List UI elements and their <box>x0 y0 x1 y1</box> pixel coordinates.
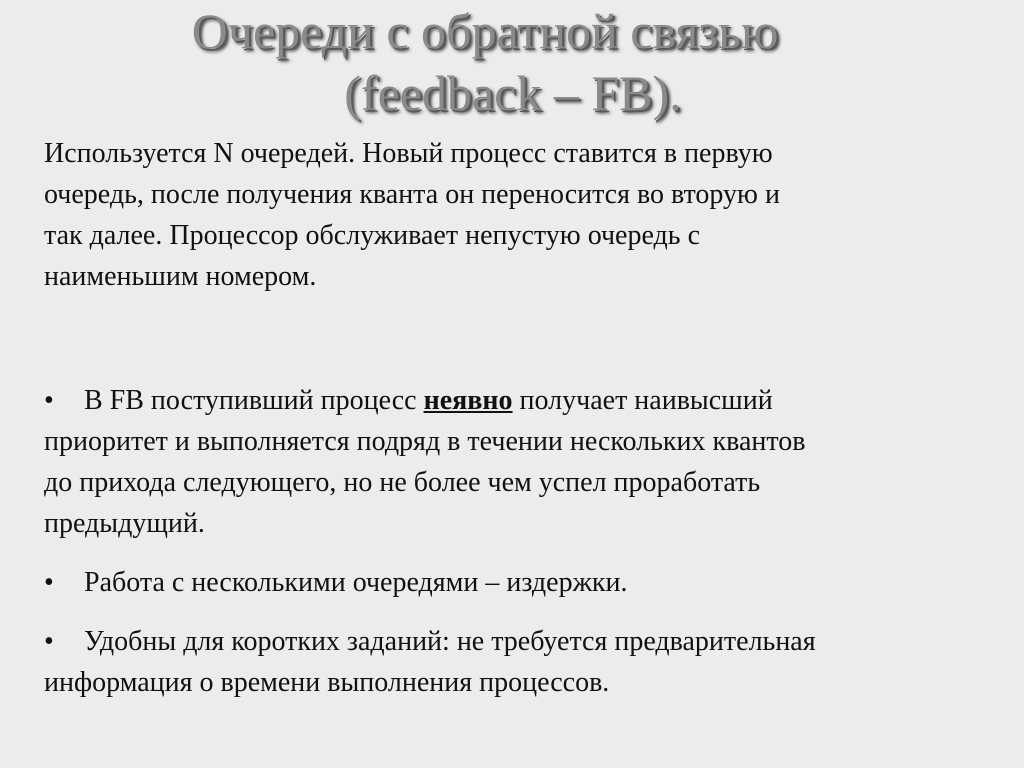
bullet-line: предыдущий. <box>44 508 205 539</box>
bullet-text: Удобны для коротких заданий: не требуется предварительная <box>84 626 816 657</box>
emphasis-word: неявно <box>423 385 513 416</box>
bullet-first-line <box>44 562 994 603</box>
bullet-first-line <box>44 380 994 421</box>
bullet-icon: • <box>44 626 54 657</box>
intro-line: наименьшим номером. <box>44 261 317 292</box>
bullet-line: приоритет и выполняется подряд в течении нескольких квантов <box>44 426 806 457</box>
intro-line: очередь, после получения кванта он переносится во вторую и <box>44 179 780 210</box>
slide-title-line-1: Очереди с обратной связью <box>191 3 779 59</box>
intro-line: Используется N очередей. Новый процесс ставится в первую <box>44 138 773 169</box>
bullet-text: Работа с несколькими очередями – издержки. <box>84 567 628 598</box>
intro-paragraph <box>44 133 994 297</box>
bullet-item-implicit-priority <box>44 380 994 544</box>
bullet-first-line <box>44 621 994 662</box>
bullet-line: информация о времени выполнения процессов. <box>44 667 610 698</box>
bullet-item-short-jobs <box>44 621 994 703</box>
bullet-icon: • <box>44 385 54 416</box>
slide-title-line-2: (feedback – FB). <box>344 65 682 121</box>
bullet-list <box>44 380 994 721</box>
bullet-icon: • <box>44 567 54 598</box>
bullet-line: до прихода следующего, но не более чем успел проработать <box>44 467 761 498</box>
slide-title <box>0 0 964 124</box>
bullet-text: В FB поступивший процесс <box>84 385 424 416</box>
bullet-text: получает наивысший <box>512 385 773 416</box>
bullet-item-overhead <box>44 562 994 603</box>
intro-line: так далее. Процессор обслуживает непустую очередь с <box>44 220 700 251</box>
